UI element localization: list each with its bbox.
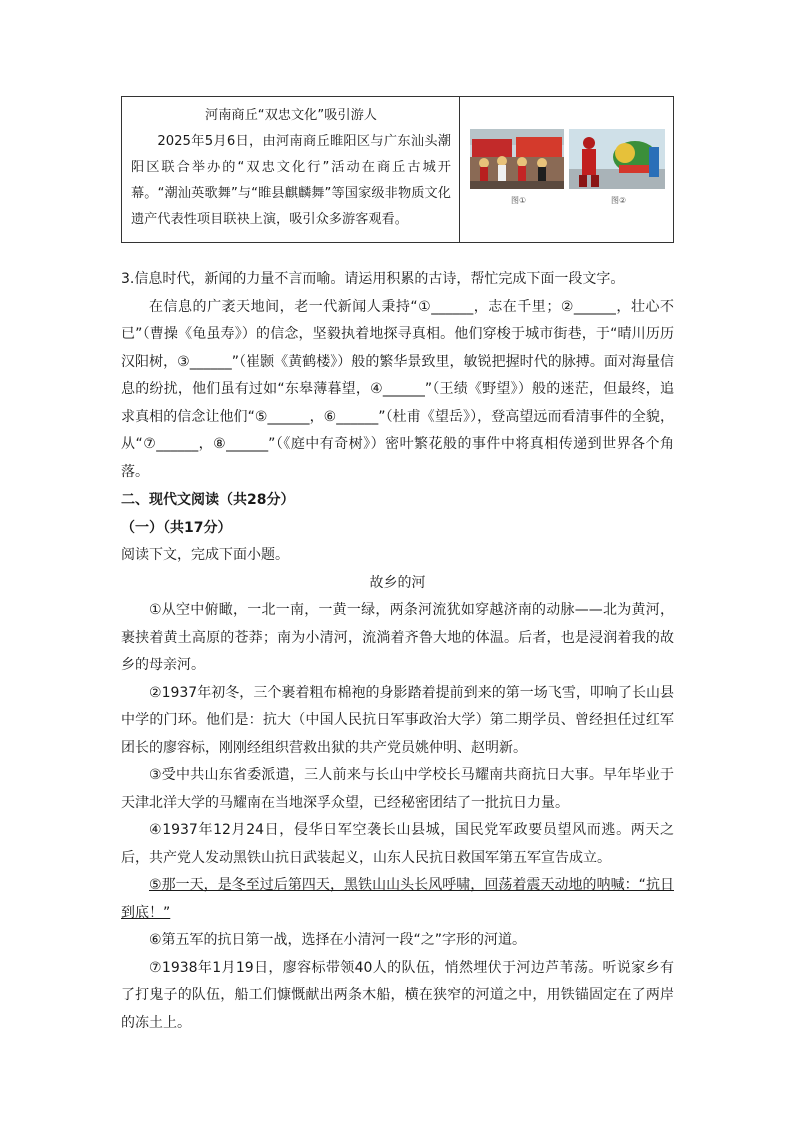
section-modern-reading bbox=[121, 487, 674, 1037]
caption-figure-2: 图② bbox=[611, 196, 627, 205]
news-title: 河南商丘“双忠文化”吸引游人 bbox=[205, 108, 377, 123]
question-3-prompt: 3.信息时代，新闻的力量不言而喻。请运用积累的古诗，帮忙完成下面一段文字。 bbox=[121, 271, 625, 287]
photo-qilin-dance bbox=[569, 129, 665, 189]
article-title: 故乡的河 bbox=[369, 574, 426, 591]
news-table bbox=[121, 96, 674, 243]
photo-dance-performance bbox=[470, 129, 564, 189]
caption-figure-1: 图① bbox=[511, 196, 527, 205]
news-body: 2025年5月6日，由河南商丘睢阳区与广东汕头潮阳区联合举办的“双忠文化行”活动在商丘古城开幕。“潮汕英歌舞”与“睢县麒麟舞”等国家级非物质文化遗产代表性项目联袂上演，吸引众多游客观看。 bbox=[131, 134, 451, 227]
section-heading: 二、现代文阅读（共28分） bbox=[121, 492, 295, 508]
article-paragraph-6: ⑥第五军的抗日第一战，选择在小清河一段“之”字形的河道。 bbox=[149, 932, 527, 948]
article-paragraph-7: ⑦1938年1月19日，廖容标带领40人的队伍，悄然埋伏于河边芦苇荡。听说家乡有了打鬼子的队伍，船工们慷慨献出两条木船，横在狭窄的河道之中，用铁锚固定在了两岸的冻土上。 bbox=[121, 959, 674, 1031]
article-paragraph-2: ②1937年初冬，三个裹着粗布棉袍的身影踏着提前到来的第一场飞雪，叩响了长山县中学的门环。他们是：抗大（中国人民抗日军事政治大学）第二期学员、曾经担任过红军团长的廖容标，刚刚经组织营救出狱的共产党员姚仲明、赵明新。 bbox=[121, 684, 674, 756]
article-paragraph-3: ③受中共山东省委派遣，三人前来与长山中学校长马耀南共商抗日大事。早年毕业于天津北洋大学的马耀南在当地深孚众望，已经秘密团结了一批抗日力量。 bbox=[121, 767, 674, 811]
question-3 bbox=[121, 266, 674, 486]
subsection-heading: （一）（共17分） bbox=[121, 519, 232, 536]
news-text-cell bbox=[122, 97, 460, 242]
question-3-passage: 在信息的广袤天地间，老一代新闻人秉持“①______，志在千里；②______，壮心不已”（曹操《龟虽寿》）的信念，坚毅执着地探寻真相。他们穿梭于城市街巷，于“晴川历历汉阳树，③______”（崔颢《黄鹤楼》）般的繁华景致里，敏锐把握时代的脉搏。面对海量信息的纷扰，他们虽有过如“东皋薄暮望，④______”（王绩《野望》）般的迷茫，但最终，追求真相的信念让他们“⑤______，⑥______”（杜甫《望岳》），登高望远而看清事件的全貌，从“⑦______，⑧______”（《庭中有奇树》）密叶繁花般的事件中将真相传递到世界各个角落。 bbox=[121, 298, 674, 480]
reading-instruction: 阅读下文，完成下面小题。 bbox=[121, 547, 289, 563]
article-paragraph-4: ④1937年12月24日，侵华日军空袭长山县城，国民党军政要员望风而逃。两天之后，共产党人发动黑铁山抗日武装起义，山东人民抗日救国军第五军宣告成立。 bbox=[121, 822, 674, 866]
article-paragraph-1: ①从空中俯瞰，一北一南，一黄一绿，两条河流犹如穿越济南的动脉——北为黄河，裹挟着黄土高原的苍莽；南为小清河，流淌着齐鲁大地的体温。后者，也是浸润着我的故乡的母亲河。 bbox=[121, 602, 674, 673]
news-image-cell bbox=[460, 97, 673, 242]
article-paragraph-5 bbox=[121, 872, 674, 927]
underlined-sentence: ⑤那一天，是冬至过后第四天，黑铁山山头长风呼啸，回荡着震天动地的呐喊：“抗日到底！” bbox=[121, 877, 674, 921]
